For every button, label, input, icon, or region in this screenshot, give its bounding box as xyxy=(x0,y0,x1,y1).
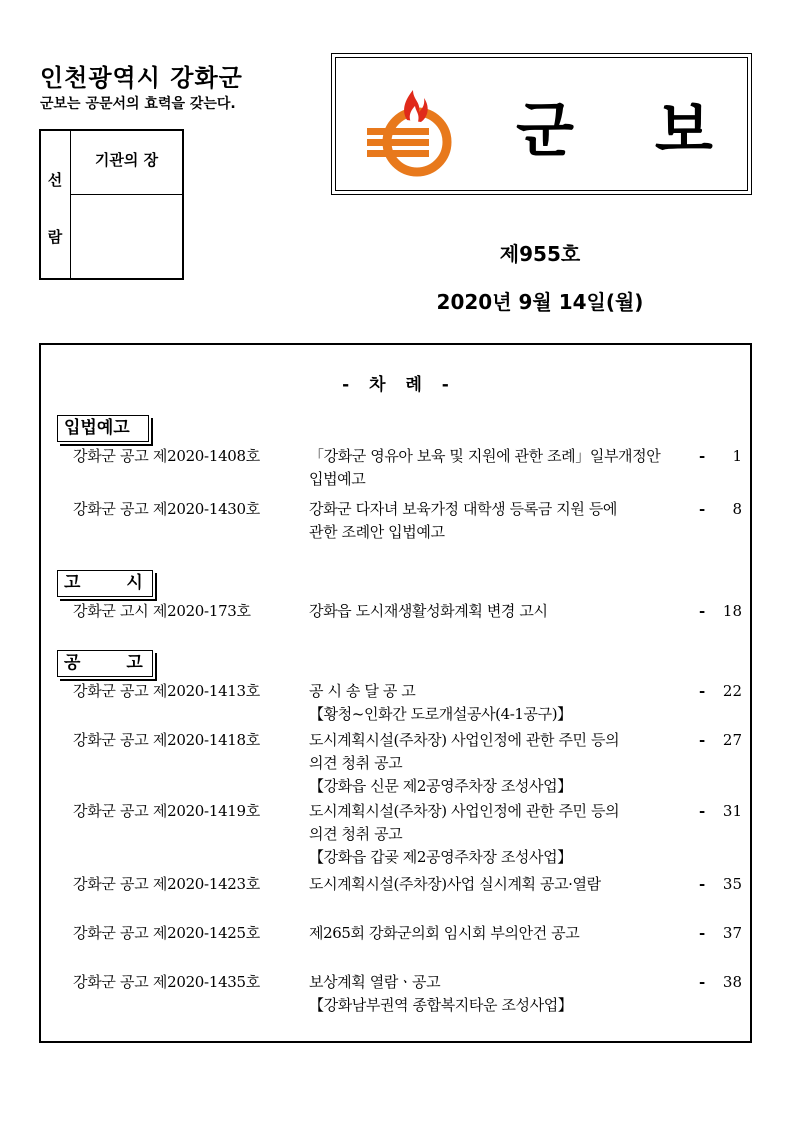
masthead-inner-frame xyxy=(335,57,748,191)
entry-title-line: 공 시 송 달 공 고 xyxy=(309,682,416,700)
org-subtitle: 군보는 공문서의 효력을 갖는다. xyxy=(40,96,236,112)
entry-page: 31 xyxy=(722,802,742,820)
entry-source: 강화군 공고 제2020-1413호 xyxy=(73,682,260,700)
circulation-char-1: 선 xyxy=(47,171,63,189)
entry-title-line: 「강화군 영유아 보육 및 지원에 관한 조례」일부개정안 xyxy=(309,447,661,465)
entry-page: 22 xyxy=(722,682,742,700)
entry-title-line: 【황청~인화간 도로개설공사(4-1공구)】 xyxy=(309,705,572,723)
entry-title-line: 의견 청취 공고 xyxy=(309,825,403,843)
entry-dash: - xyxy=(699,447,706,465)
entry-page: 18 xyxy=(722,602,742,620)
entry-source: 강화군 공고 제2020-1435호 xyxy=(73,973,260,991)
entry-title-line: 관한 조례안 입법예고 xyxy=(309,523,445,541)
circulation-char-2: 람 xyxy=(47,228,63,246)
entry-title-line: 【강화읍 신문 제2공영주차장 조성사업】 xyxy=(309,777,572,795)
entry-page: 38 xyxy=(722,973,742,991)
entry-dash: - xyxy=(699,973,706,991)
entry-title-line: 【강화남부권역 종합복지타운 조성사업】 xyxy=(309,996,573,1014)
section-label-public-notice: 고 시 xyxy=(57,570,153,597)
entry-title xyxy=(309,680,699,726)
entry-title xyxy=(309,498,699,544)
entry-dash: - xyxy=(699,875,706,893)
org-title: 인천광역시 강화군 xyxy=(40,64,243,92)
entry-dash: - xyxy=(699,682,706,700)
entry-source: 강화군 공고 제2020-1423호 xyxy=(73,875,260,893)
issue-date: 2020년 9월 14일(월) xyxy=(436,290,644,314)
entry-source: 강화군 공고 제2020-1419호 xyxy=(73,802,260,820)
entry-dash: - xyxy=(699,500,706,518)
toc-title: - 차 례 - xyxy=(342,375,449,395)
entry-dash: - xyxy=(699,602,706,620)
entry-page: 8 xyxy=(732,500,742,518)
section-label-announcement: 공 고 xyxy=(57,650,153,677)
entry-title xyxy=(309,729,699,798)
entry-title xyxy=(309,873,699,896)
entry-page: 27 xyxy=(722,731,742,749)
entry-dash: - xyxy=(699,731,706,749)
entry-page: 35 xyxy=(722,875,742,893)
entry-title-line: 보상계획 열람ㆍ공고 xyxy=(309,973,441,991)
entry-dash: - xyxy=(699,924,706,942)
circulation-box xyxy=(39,129,184,280)
entry-dash: - xyxy=(699,802,706,820)
entry-title-line: 도시계획시설(주차장) 사업인정에 관한 주민 등의 xyxy=(309,731,620,749)
entry-title-line: 도시계획시설(주차장) 사업인정에 관한 주민 등의 xyxy=(309,802,620,820)
entry-title-line: 의견 청취 공고 xyxy=(309,754,403,772)
entry-title xyxy=(309,600,699,623)
issue-number: 제955호 xyxy=(499,242,581,266)
circulation-label-column xyxy=(41,131,71,278)
entry-source: 강화군 공고 제2020-1408호 xyxy=(73,447,260,465)
entry-title-line: 【강화읍 갑곶 제2공영주차장 조성사업】 xyxy=(309,848,572,866)
section-label-legislative-notice: 입법예고 xyxy=(57,415,149,442)
ganghwa-emblem-icon xyxy=(361,80,461,180)
circulation-header: 기관의 장 xyxy=(71,131,182,195)
entry-page: 1 xyxy=(732,447,742,465)
entry-source: 강화군 공고 제2020-1418호 xyxy=(73,731,260,749)
masthead xyxy=(331,53,752,195)
entry-source: 강화군 공고 제2020-1430호 xyxy=(73,500,260,518)
entry-title xyxy=(309,445,699,491)
entry-source: 강화군 고시 제2020-173호 xyxy=(73,602,251,620)
entry-title xyxy=(309,922,699,945)
table-of-contents xyxy=(39,343,752,1043)
entry-title-line: 입법예고 xyxy=(309,470,366,488)
entry-source: 강화군 공고 제2020-1425호 xyxy=(73,924,260,942)
entry-title-line: 도시계획시설(주차장)사업 실시계획 공고·열람 xyxy=(309,875,601,893)
entry-page: 37 xyxy=(722,924,742,942)
masthead-title: 군 보 xyxy=(516,96,713,166)
entry-title-line: 강화읍 도시재생활성화계획 변경 고시 xyxy=(309,602,548,620)
entry-title-line: 제265회 강화군의회 임시회 부의안건 공고 xyxy=(309,924,580,942)
entry-title xyxy=(309,800,699,869)
entry-title-line: 강화군 다자녀 보육가정 대학생 등록금 지원 등에 xyxy=(309,500,618,518)
entry-title xyxy=(309,971,699,1017)
